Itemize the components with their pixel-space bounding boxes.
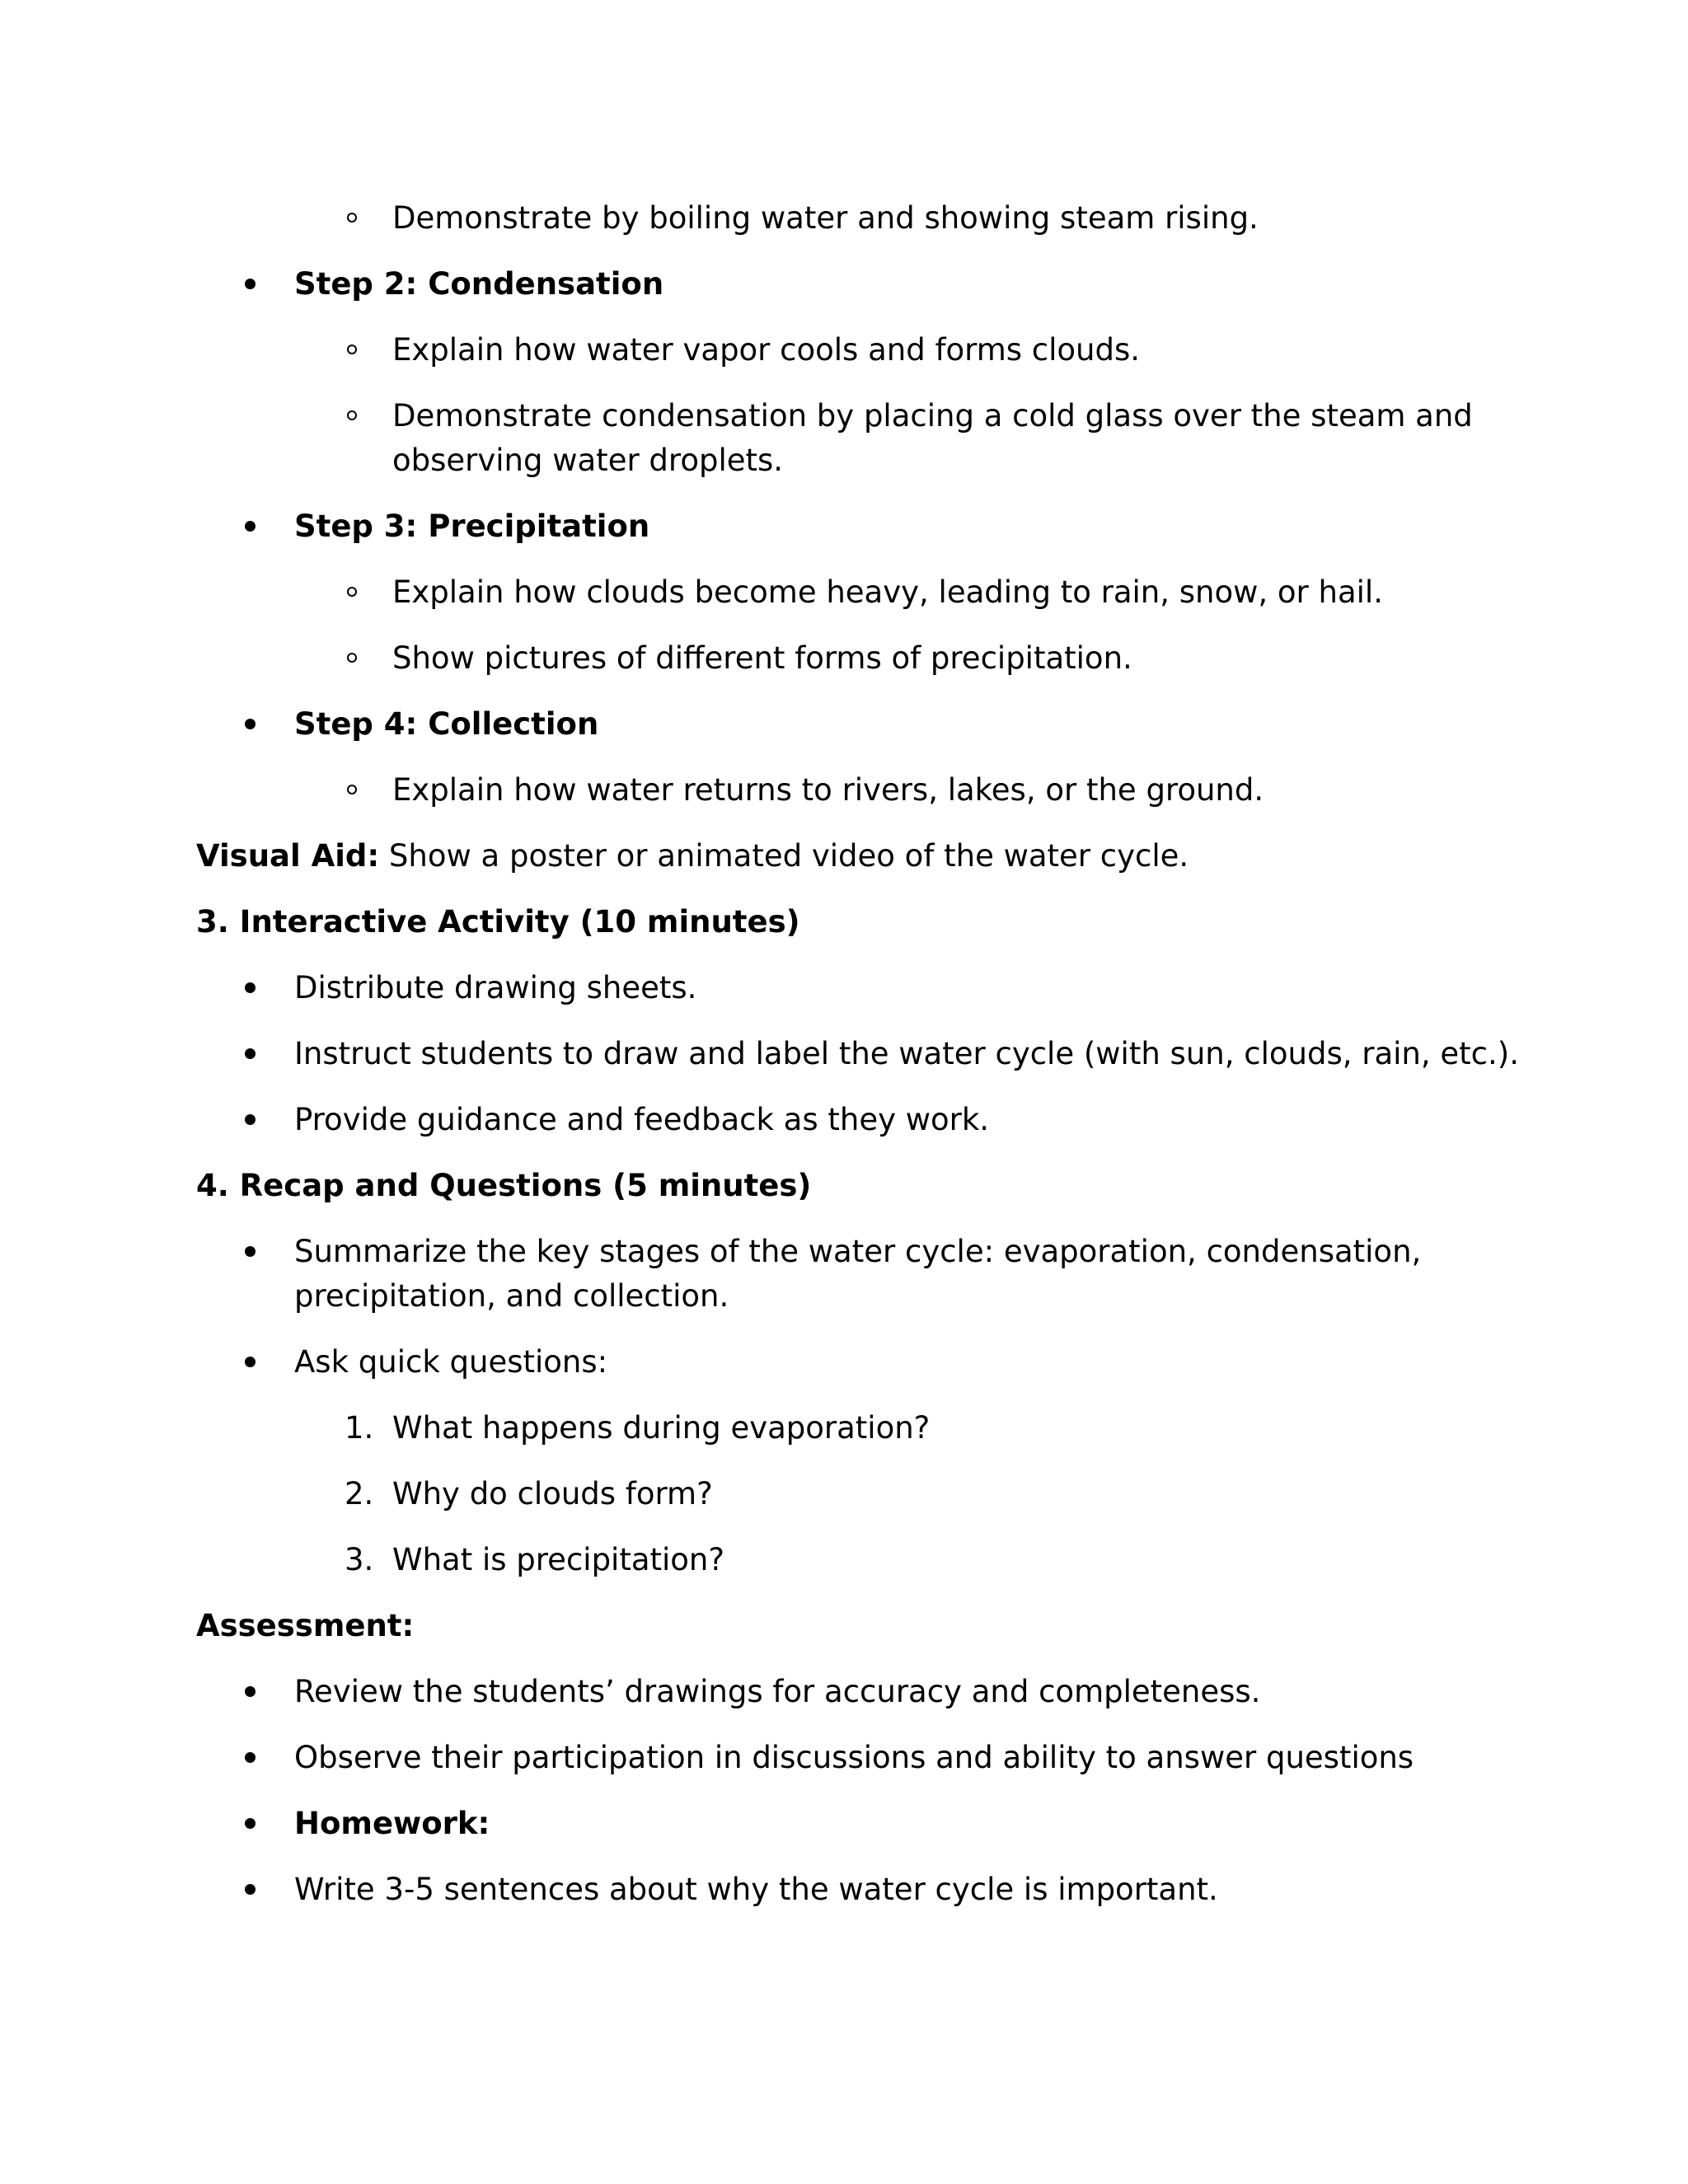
list-item: Write 3-5 sentences about why the water cycle is important. [294, 1872, 1218, 1907]
bullet-icon [245, 982, 256, 993]
list-item: Review the students’ drawings for accuracy and completeness. [294, 1674, 1261, 1709]
list-item: Explain how water returns to rivers, lakes, or the ground. [392, 772, 1264, 808]
bullet-icon [245, 521, 256, 532]
list-item: Distribute drawing sheets. [294, 970, 697, 1005]
list-item: Show pictures of different forms of precipitation. [392, 640, 1132, 676]
homework-label: Homework: [294, 1806, 490, 1841]
bullet-icon [245, 1048, 256, 1059]
list-item: Explain how water vapor cools and forms clouds. [392, 332, 1141, 368]
question-item: What is precipitation? [392, 1542, 725, 1577]
list-item: Observe their participation in discussions and ability to answer questions [294, 1740, 1414, 1775]
circle-bullet-icon [347, 785, 357, 794]
visual-aid-label: Visual Aid: [196, 838, 380, 874]
list-item: Provide guidance and feedback as they work. [294, 1102, 990, 1137]
circle-bullet-icon [347, 653, 357, 663]
bullet-icon [245, 719, 256, 729]
list-item: Ask quick questions: [294, 1344, 608, 1380]
section-heading: 4. Recap and Questions (5 minutes) [196, 1168, 812, 1203]
circle-bullet-icon [347, 410, 357, 420]
list-item: Summarize the key stages of the water cycle: evaporation, condensation, [294, 1234, 1422, 1269]
section-heading: Assessment: [196, 1608, 415, 1643]
bullet-icon [245, 1357, 256, 1367]
list-number: 3. [345, 1542, 374, 1577]
step-heading: Step 4: Collection [294, 706, 599, 742]
list-item: Demonstrate by boiling water and showing steam rising. [392, 200, 1259, 236]
step-heading: Step 3: Precipitation [294, 509, 650, 544]
step-heading: Step 2: Condensation [294, 266, 664, 302]
bullet-icon [245, 1752, 256, 1763]
list-number: 1. [345, 1410, 374, 1446]
bullet-icon [245, 279, 256, 289]
bullet-icon [245, 1818, 256, 1829]
circle-bullet-icon [347, 344, 357, 354]
bullet-icon [245, 1114, 256, 1125]
bullet-icon [245, 1246, 256, 1257]
circle-bullet-icon [347, 213, 357, 223]
circle-bullet-icon [347, 587, 357, 597]
list-item: Explain how clouds become heavy, leading to rain, snow, or hail. [392, 574, 1383, 610]
list-item: Demonstrate condensation by placing a cold glass over the steam and [392, 398, 1473, 434]
question-item: Why do clouds form? [392, 1476, 713, 1511]
bullet-icon [245, 1686, 256, 1697]
list-item-continuation: precipitation, and collection. [294, 1278, 729, 1314]
visual-aid-text: Show a poster or animated video of the water cycle. [379, 838, 1189, 874]
list-item-continuation: observing water droplets. [392, 443, 784, 478]
list-item: Instruct students to draw and label the water cycle (with sun, clouds, rain, etc.). [294, 1036, 1519, 1071]
visual-aid-paragraph [196, 834, 1189, 879]
list-number: 2. [345, 1476, 374, 1511]
section-heading: 3. Interactive Activity (10 minutes) [196, 904, 800, 940]
question-item: What happens during evaporation? [392, 1410, 931, 1446]
bullet-icon [245, 1884, 256, 1895]
